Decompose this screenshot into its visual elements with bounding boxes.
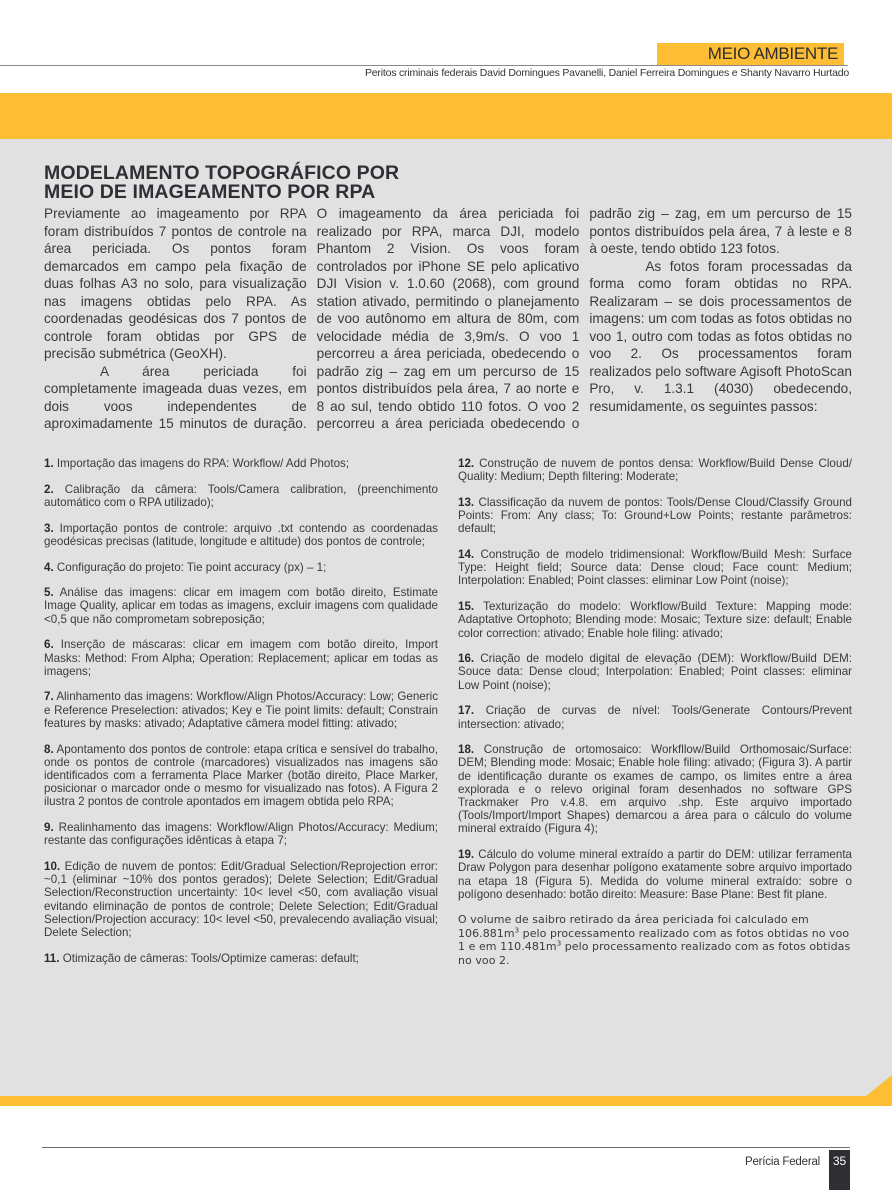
header-divider	[0, 65, 848, 66]
step-item	[44, 457, 438, 470]
step-number: 16.	[458, 652, 475, 666]
step-item	[458, 600, 852, 640]
step-item	[44, 586, 438, 626]
step-item	[458, 704, 852, 730]
paragraph: A área periciada foi completamente imageada duas vezes, em dois voos independentes de aproximadamente 15 minutos de duração. O imageamento da área periciada foi realizado por RPA, marca DJI, modelo Phantom 2 Vision. Os voos foram controlados por iPhone SE pelo aplicativo DJI Vision v. 1.0.60 (2068), com ground station ativado, permitindo o planejamento de voo autônomo em altura de 80m, com velocidade média de 3,9m/s. O voo 1 percorreu a área periciada, obedecendo o padrão zig – zag em um percurso de 15 pontos distribuídos pela área, 7 ao norte e 8 ao sul, tendo obtido 110 fotos. O voo 2 percorreu a área periciada obedecendo o padrão zig – zag, em um percurso de 15 pontos distribuídos pela área, 7 à leste e 8 à oeste, tendo obtido 123 fotos.	[44, 206, 852, 431]
step-text: Texturização do modelo: Workflow/Build Texture: Mapping mode: Adaptative Ortophoto; Blending mode: Mosaic; Texture size: default; Enable color correction: ativado; Enable hole filing: ativado;	[458, 600, 852, 640]
accent-band-bottom	[0, 1096, 892, 1106]
step-item	[44, 638, 438, 678]
step-item	[44, 821, 438, 847]
step-number: 8.	[44, 742, 54, 756]
step-item	[458, 652, 852, 692]
section-tag: MEIO AMBIENTE	[657, 43, 844, 65]
step-number: 2.	[44, 482, 54, 496]
step-number: 12.	[458, 457, 475, 470]
procedure-steps	[44, 457, 852, 972]
step-item	[458, 548, 852, 588]
step-text: Cálculo do volume mineral extraído a partir do DEM: utilizar ferramenta Draw Polygon para desenhar polígono exatamente sobre arquivo importado na etapa 18 (Figura 5). Medida do volume mineral extraído: sobre o polígono desenhado: botão direito: Measure: Base Plane: Best fit plane.	[458, 848, 852, 901]
paragraph: Previamente ao imageamento por RPA foram distribuídos 7 pontos de controle na área periciada. Os pontos foram demarcados em campo pela fixação de duas folhas A3 no solo, para visualização nas imagens obtidas pelo RPA. As coordenadas geodésicas dos 7 pontos de controle foram obtidas por GPS de precisão submétrica (GeoXH).	[44, 206, 307, 361]
step-item	[44, 690, 438, 730]
step-number: 18.	[458, 743, 475, 757]
step-text: Inserção de máscaras: clicar em imagem com botão direito, Import Masks: Method: From Alpha; Operation: Replacement; aplicar em todas as imagens;	[44, 638, 438, 678]
paragraph: As fotos foram processadas da forma como foram obtidas no RPA. Realizaram – se dois processamentos de imagens: um com todas as fotos obtidas no voo 1, outro com todas as fotos obtidas no voo 2. Os processamentos foram realizados pelo software Agisoft PhotoScan Pro, v. 1.3.1 (4030) obedecendo, resumidamente, os seguintes passos:	[589, 258, 852, 414]
step-item	[44, 860, 438, 939]
title-line-1: MODELAMENTO TOPOGRÁFICO POR	[44, 162, 400, 184]
step-item	[44, 743, 438, 809]
step-text: Calibração da câmera: Tools/Camera calibration, (preenchimento automático com o RPA utilizado);	[44, 482, 438, 509]
step-number: 6.	[44, 638, 54, 652]
step-text: Classificação da nuvem de pontos: Tools/Dense Cloud/Classify Ground Points: From: Any class; To: Ground+Low Points; restante parâmetros: default;	[458, 495, 852, 536]
step-number: 15.	[458, 600, 475, 614]
step-number: 10.	[44, 859, 61, 873]
step-number: 19.	[458, 848, 475, 862]
footer-divider	[42, 1147, 850, 1148]
step-text: Otimização de câmeras: Tools/Optimize cameras: default;	[62, 951, 359, 965]
step-text: Configuração do projeto: Tie point accuracy (px) – 1;	[56, 560, 327, 574]
superscript: 3	[514, 926, 520, 935]
conclusion-text: O volume de saibro retirado da área periciada foi calculado em 106.881m	[458, 913, 809, 940]
step-text: Construção de modelo tridimensional: Workflow/Build Mesh: Surface Type: Height field; Source data: Dense cloud; Face count: Medium; Interpolation: Enabled; Point classes: eliminar Low Point (noise);	[458, 548, 852, 588]
step-text: Realinhamento das imagens: Workflow/Align Photos/Accuracy: Medium; restante das configurações idênticas à etapa 7;	[44, 821, 438, 848]
step-number: 4.	[44, 560, 54, 574]
step-item	[458, 457, 852, 483]
step-item	[458, 848, 852, 901]
step-item	[44, 561, 438, 574]
publication-name: Perícia Federal	[745, 1156, 820, 1168]
superscript: 3	[556, 939, 562, 948]
step-text: Alinhamento das imagens: Workflow/Align Photos/Accuracy: Low; Generic e Reference Preselection: ativados; Key e Tie point limits: default; Constrain features by masks: ativado; Adaptative câmera model fitting: ativado;	[44, 690, 438, 730]
step-text: Edição de nuvem de pontos: Edit/Gradual Selection/Reprojection error: ~0,1 (eliminar ~10% dos pontos gerados); Delete Selection; Edit/Gradual Selection/Reconstruction uncertainty: 10< level <50, com avaliação visual evitando eliminação de pontos de controle; Delete Selection; Edit/Gradual Selection/Projection accuracy: 10< level <50, prevalecendo avaliação visual; Delete Selection;	[44, 859, 438, 939]
step-text: Importação pontos de controle: arquivo .txt contendo as coordenadas geodésicas precisas (latitude, longitude e altitude) dos pontos de controle;	[44, 521, 438, 548]
step-number: 1.	[44, 457, 54, 470]
page-number: 35	[829, 1150, 850, 1190]
step-number: 9.	[44, 821, 54, 835]
step-text: Construção de ortomosaico: Workfllow/Build Orthomosaic/Surface: DEM; Blending mode: Mosaic; Enable hole filing: ativado; (Figura 3). A partir de identificação durante os exames de campo, os limites entre a área explorada e o relevo original foram desenhados no software GPS Trackmaker Pro v.4.8. em arquivo .shp. Este arquivo importado (Tools/Import/Import Shapes) demarcou a área para o cálculo do volume mineral extraído (Figura 4);	[458, 743, 852, 836]
accent-band-top	[0, 93, 892, 139]
step-number: 7.	[44, 690, 54, 704]
step-item	[44, 952, 438, 965]
step-item	[44, 522, 438, 548]
step-number: 17.	[458, 704, 475, 718]
step-number: 5.	[44, 586, 54, 600]
article-title	[44, 164, 399, 202]
step-text: Criação de modelo digital de elevação (DEM): Workflow/Build DEM: Souce data: Dense cloud; Interpolation: Enabled; Point classes: eliminar Low Point (noise);	[458, 652, 852, 692]
authors-line: Peritos criminais federais David Domingues Pavanelli, Daniel Ferreira Domingues e Shanty Navarro Hurtado	[364, 67, 849, 79]
step-text: Construção de nuvem de pontos densa: Workflow/Build Dense Cloud/ Quality: Medium; Depth filtering: Moderate;	[458, 457, 852, 484]
step-number: 13.	[458, 495, 475, 509]
conclusion-text: pelo processamento realizado com as fotos obtidas no voo 1 e em 110.481m	[458, 926, 850, 954]
step-item	[458, 743, 852, 835]
step-item	[44, 483, 438, 509]
step-number: 3.	[44, 521, 54, 535]
step-text: Apontamento dos pontos de controle: etapa crítica e sensível do trabalho, onde os pontos de controle (marcadores) visualizados nas imagens são identificados com a ferramenta Place Marker (botão direito, Place Marker, posicionar o marcador onde o mesmo for visualizado nas fotos). A Figura 2 ilustra 2 pontos de controle apontados em imagem obtida pelo RPA;	[44, 742, 438, 809]
step-item	[458, 496, 852, 536]
step-text: Análise das imagens: clicar em imagem com botão direito, Estimate Image Quality, aplicar em todas as imagens, excluir imagens com qualidade <0,5 que não comprometam sobreposição;	[44, 586, 438, 626]
conclusion-paragraph	[458, 913, 852, 967]
step-text: Importação das imagens do RPA: Workflow/ Add Photos;	[56, 457, 350, 470]
step-number: 11.	[44, 951, 60, 965]
conclusion-text: pelo processamento realizado com as fotos obtidas no voo 2.	[458, 940, 851, 967]
step-text: Criação de curvas de nível: Tools/Generate Contours/Prevent intersection: ativado;	[458, 704, 852, 731]
step-number: 14.	[458, 548, 475, 562]
intro-text	[44, 205, 852, 433]
title-line-2: MEIO DE IMAGEAMENTO POR RPA	[44, 181, 376, 203]
